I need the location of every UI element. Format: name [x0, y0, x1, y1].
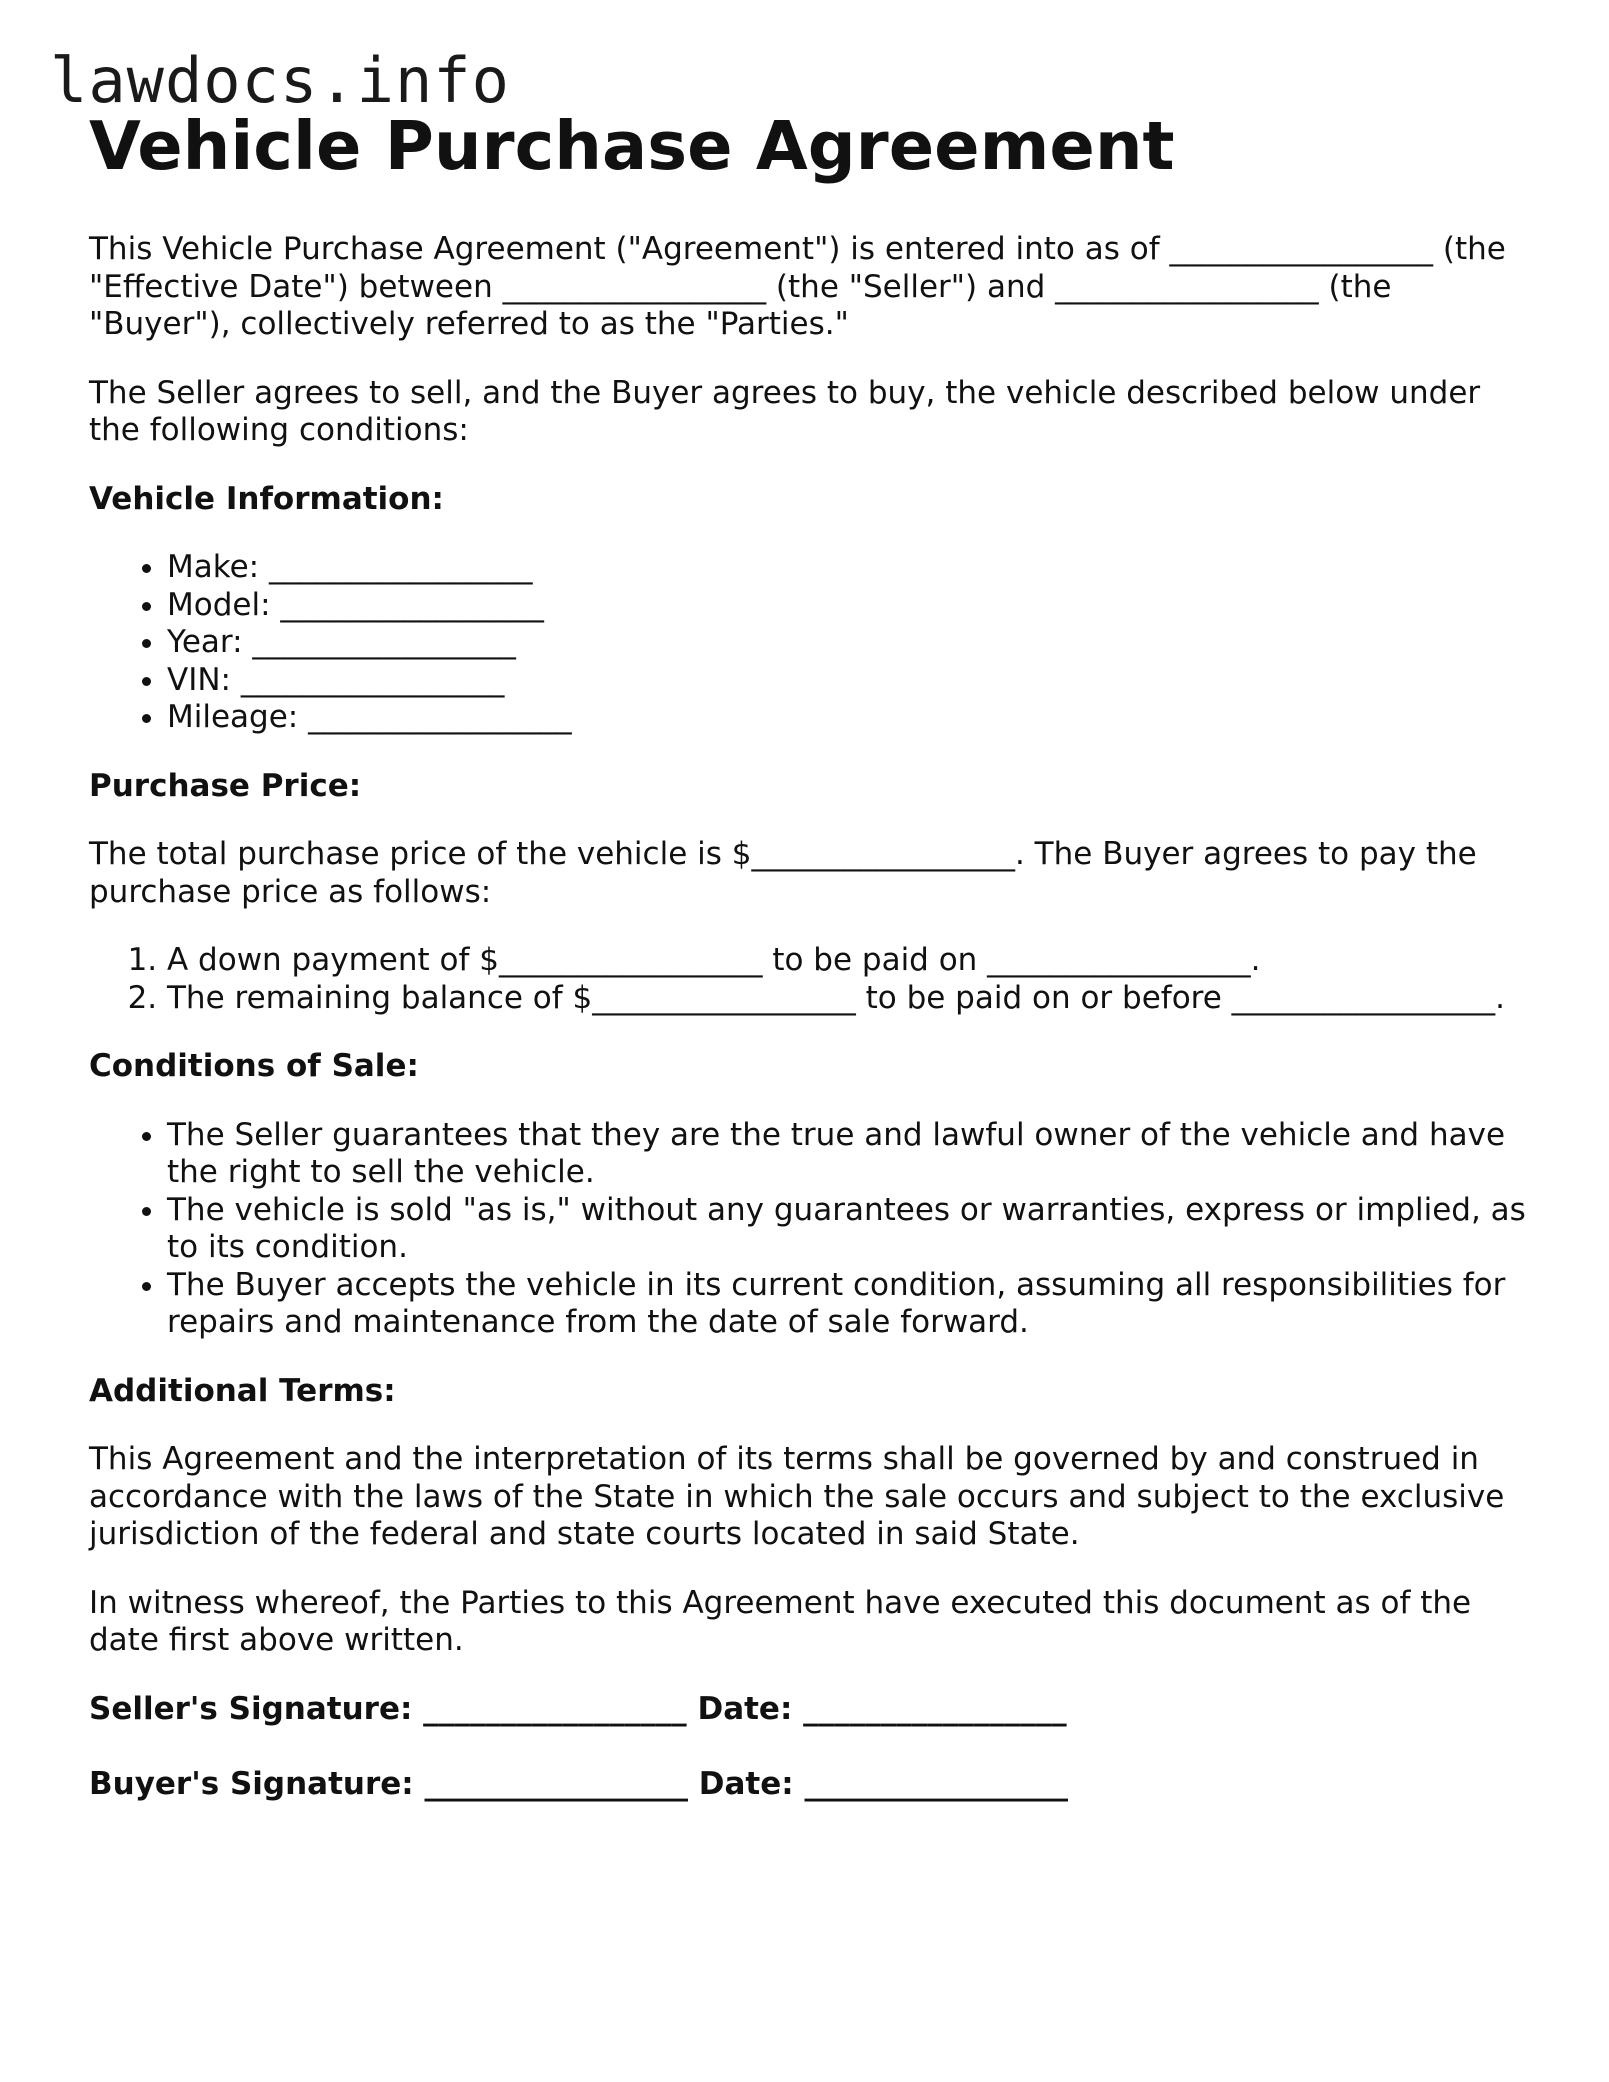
condition-as-is-item: • The vehicle is sold "as is," without any guarantees or warranties, express or implied, as to its condition.: [167, 1192, 1529, 1267]
conditions-heading: Conditions of Sale:: [89, 1048, 419, 1084]
vehicle-year-item: • Year: _________________: [167, 624, 1529, 662]
conditions-list: [89, 1117, 1529, 1342]
payment-terms-list: [89, 942, 1529, 1017]
additional-terms-paragraph: This Agreement and the interpretation of its terms shall be governed by and construed in accordance with the laws of the State in which the sale occurs and subject to the exclusive jurisdiction of the federal and state courts located in said State.: [89, 1441, 1505, 1552]
page-title: Vehicle Purchase Agreement: [89, 107, 1175, 185]
purchase-price-heading: Purchase Price:: [89, 767, 362, 804]
vehicle-mileage-item: • Mileage: _________________: [167, 699, 1529, 737]
vehicle-model-item: • Model: _________________: [167, 587, 1529, 625]
document-body: [89, 107, 1529, 1842]
witness-paragraph: In witness whereof, the Parties to this Agreement have executed this document as of the date first above written.: [89, 1584, 1472, 1658]
seller-signature-line: Seller's Signature: _________________ Date: _________________: [89, 1690, 1067, 1727]
vehicle-info-heading: Vehicle Information:: [89, 480, 444, 517]
condition-ownership-item: • The Seller guarantees that they are the true and lawful owner of the vehicle and have the right to sell the vehicle.: [167, 1117, 1529, 1192]
purchase-price-paragraph: The total purchase price of the vehicle is $_________________. The Buyer agrees to pay the purchase price as follows:: [89, 836, 1477, 910]
vehicle-info-list: [89, 549, 1529, 737]
agreement-statement: The Seller agrees to sell, and the Buyer agrees to buy, the vehicle described below under the following conditions:: [89, 374, 1481, 448]
down-payment-item: 1. A down payment of $_________________ to be paid on _________________.: [167, 942, 1529, 980]
buyer-signature-line: Buyer's Signature: _________________ Date: _________________: [89, 1766, 1068, 1802]
remaining-balance-item: 2. The remaining balance of $_________________ to be paid on or before _________________.: [167, 980, 1529, 1018]
additional-terms-heading: Additional Terms:: [89, 1372, 396, 1409]
condition-acceptance-item: • The Buyer accepts the vehicle in its current condition, assuming all responsibilities for repairs and maintenance from the date of sale forward.: [167, 1267, 1529, 1342]
vehicle-vin-item: • VIN: _________________: [167, 662, 1529, 700]
intro-paragraph: This Vehicle Purchase Agreement ("Agreement") is entered into as of _________________ (the "Effective Date") between _________________ (the "Seller") and _________________ (the "Buyer"), collectively referred to as the "Parties.": [89, 231, 1506, 342]
vehicle-make-item: • Make: _________________: [167, 549, 1529, 587]
watermark: lawdocs.info: [50, 44, 510, 117]
